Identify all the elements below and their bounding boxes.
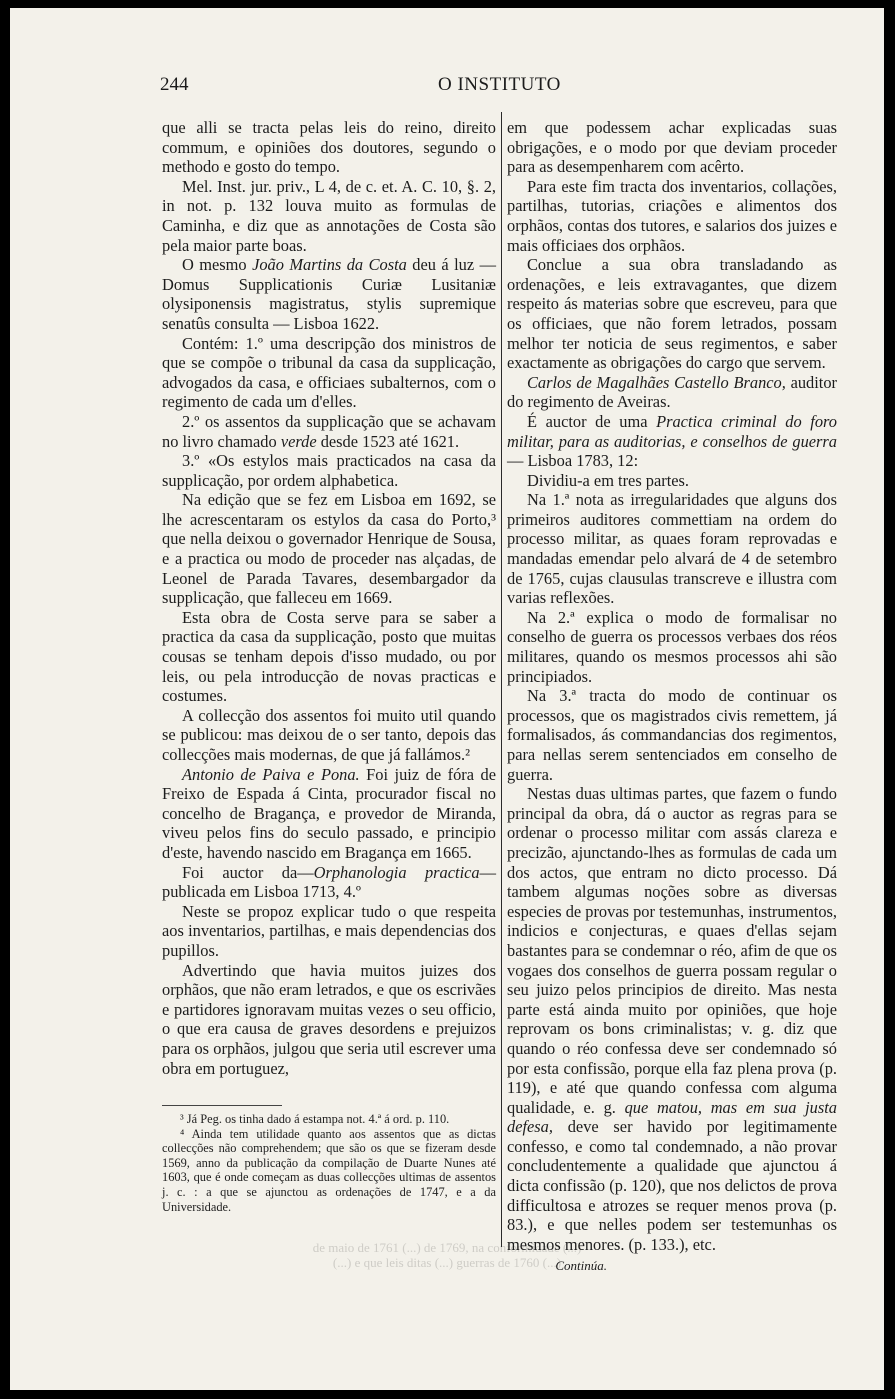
paragraph: Contém: 1.º uma descripção dos ministros de que se compõe o tribunal da casa da supplicação, advogados da casa, e officiaes subalternos, com o regimento de cada um d'elles.	[162, 333, 496, 412]
text: —publicada em Lisboa 1713, 4.º	[162, 862, 496, 902]
italic-text: que matou, mas em sua justa defesa,	[507, 1097, 837, 1137]
running-title: O INSTITUTO	[438, 74, 561, 95]
paragraph	[162, 863, 496, 902]
bleed-through-text	[40, 1240, 854, 1280]
text: — Lisboa 1783, 12:	[507, 451, 639, 471]
footnotes	[162, 1112, 496, 1214]
italic-text: verde	[280, 431, 317, 451]
paragraph	[162, 412, 496, 451]
paragraph	[507, 784, 837, 1254]
paragraph: Na edição que se fez em Lisboa em 1692, se lhe acrescentaram os estylos da casa do Porto,³ que nella deixou o governador Henrique de Sousa, e a practica ou modo de proceder nas alçadas, de Leonel de Parada Tavares, desembargador da supplicação, que falleceu em 1669.	[162, 490, 496, 608]
paragraph: que alli se tracta pelas leis do reino, direito commum, e opiniões dos doutores, segundo o methodo e gosto do tempo.	[162, 118, 496, 177]
text: desde 1523 até 1621.	[316, 431, 460, 451]
paragraph: Dividiu-a em tres partes.	[527, 470, 690, 490]
left-column	[162, 118, 496, 1078]
paragraph: Na 1.ª nota as irregularidades que alguns dos primeiros auditores commettiam na ordem do processo militar, as quaes foram reprovadas e mandadas emendar pelo alvará de 4 de setembro de 1765, cujas clausulas transcreve e illustra com varias reflexões.	[507, 490, 837, 608]
footnote: ³ Já Peg. os tinha dado á estampa not. 4.ª á ord. p. 110.	[180, 1112, 450, 1126]
paragraph: Para este fim tracta dos inventarios, collações, partilhas, tutorias, criações e alimentos dos orphãos, contas dos tutores, e salarios dos juizes e mais officiaes dos orphãos.	[507, 176, 837, 255]
author-name: João Martins da Costa	[252, 255, 407, 275]
page-header	[10, 74, 884, 100]
paragraph: em que podessem achar explicadas suas obrigações, e o modo por que deviam proceder para as desempenharem com acêrto.	[507, 118, 837, 177]
footnote: ⁴ Ainda tem utilidade quanto aos assentos que as dictas collecções não comprehendem; que são os que se fizeram desde 1569, anno da publicação da compilação de Duarte Nunes até 1603, que é onde começam as duas collecções ultimas de assentos j. c. : a que se ajunctou as ordenações de 1747, e a da Universidade.	[162, 1126, 496, 1214]
paragraph: Neste se propoz explicar tudo o que respeita aos inventarios, partilhas, e mais dependencias dos pupillos.	[162, 901, 496, 960]
text: deve ser havido por legitimamente confesso, e como tal condemnado, a não provar concludentemente a qualidade que ajunctou á dicta confissão (p. 120), que nos delictos de prova difficultosa e atrozes se requer menos prova (p. 83.), e que nelles podem ser testemunhas os mesmos menores. (p. 133.), etc.	[507, 1117, 837, 1254]
author-name: Carlos de Magalhães Castello Branco,	[527, 372, 786, 392]
page-number: 244	[160, 74, 189, 95]
bleed-line: de maio de 1761 (...) de 1769, na conformidade (...)	[312, 1240, 582, 1255]
text: Foi auctor da—	[182, 862, 314, 882]
paragraph	[162, 765, 496, 863]
book-title: Practica criminal do foro militar, para as auditorias, e conselhos de guerra	[507, 411, 837, 451]
text: O mesmo	[182, 255, 253, 275]
paragraph: Esta obra de Costa serve para se saber a practica da casa da supplicação, posto que muitas cousas se tenham depois d'isso mudado, ou por leis, ou pela introducção de novas practicas e costumes.	[162, 607, 496, 706]
text: 2.º os assentos da supplicação que se achavam no livro chamado	[162, 411, 496, 451]
text: Foi juiz de fóra de Freixo de Espada á Cinta, procurador fiscal no concelho de Bragança, e provedor de Miranda, viveu pelos fins do seculo passado, e principio d'este, havendo nascido em Bragança em 1665.	[162, 764, 496, 862]
book-title: Orphanologia practica	[313, 862, 480, 882]
text: deu á luz — Domus Supplicationis Curiæ Lusitaniæ olysiponensis magistratus, stylis supremique senatûs consulta — Lisboa 1622.	[162, 255, 496, 333]
paragraph: 3.º «Os estylos mais practicados na casa da supplicação, por ordem alphabetica.	[162, 451, 496, 490]
text: auditor do regimento de Aveiras.	[507, 372, 837, 412]
paragraph	[162, 255, 496, 333]
bleed-line: (...) e que leis ditas (...) guerras de 1760 (...)	[332, 1255, 562, 1270]
author-name: Antonio de Paiva e Pona.	[182, 764, 360, 784]
paragraph	[507, 412, 837, 471]
paragraph: Advertindo que havia muitos juizes dos orphãos, que não eram letrados, e que os escrivães e partidores ignoravam muitas vezes o seu officio, o que era causa de graves desordens e prejuizos para os orphãos, julgou que seria util escrever uma obra em portuguez,	[162, 960, 496, 1078]
paragraph: Na 2.ª explica o modo de formalisar no conselho de guerra os processos verbaes dos réos militares, quando os mesmos processos ahi são principiados.	[507, 607, 837, 686]
right-column	[507, 118, 837, 1276]
paragraph: Conclue a sua obra transladando as ordenações, e leis extravagantes, que dizem respeito ás materias sobre que escreveu, para que os officiaes, que não forem letrados, possam melhor ter noticia de seus regimentos, e saber exactamente as obrigações do cargo que servem.	[507, 255, 837, 373]
paragraph	[507, 373, 837, 412]
column-divider	[501, 112, 502, 1247]
footnote-rule	[162, 1105, 282, 1106]
continued-marker: Continúa.	[555, 1258, 607, 1274]
book-page	[10, 8, 884, 1390]
paragraph: A collecção dos assentos foi muito util quando se publicou: mas deixou de o ser tanto, depois das collecções mais modernas, de que já fallámos.²	[162, 705, 496, 764]
text: É auctor de uma	[527, 411, 657, 431]
paragraph: Na 3.ª tracta do modo de continuar os processos, que os magistrados civis remettem, já formalisados, ás commandancias dos regimentos, para nellas serem sentenciados em conselho de guerra.	[507, 686, 837, 784]
text: Nestas duas ultimas partes, que fazem o fundo principal da obra, dá o auctor as regras para se ordenar o processo militar com assás clareza e precizão, ajunctando-lhes as formulas de cada um dos actos, que entram no dicto processo. Dá tambem algumas noções sobre as diversas especies de provas por testemunhas, instrumentos, indicios e conjecturas, e quaes d'ellas sejam bastantes para se condemnar o réo, afim de que os vogaes dos conselhos de guerra possam regular o seu juizo pelos principios de direito. Mas nesta parte está ainda muito por opiniões, que hoje reprovam os bons criminalistas; v. g. diz que quando o réo confessa deve ser condemnado só por esta confissão, porque ella faz plena prova (p. 119), e até que quando confessa com alguma qualidade, e. g.	[507, 784, 838, 1117]
paragraph: Mel. Inst. jur. priv., L 4, de c. et. A. C. 10, §. 2, in not. p. 132 louva muito as formulas de Caminha, e diz que as annotações de Costa são pela maior parte boas.	[162, 176, 496, 255]
